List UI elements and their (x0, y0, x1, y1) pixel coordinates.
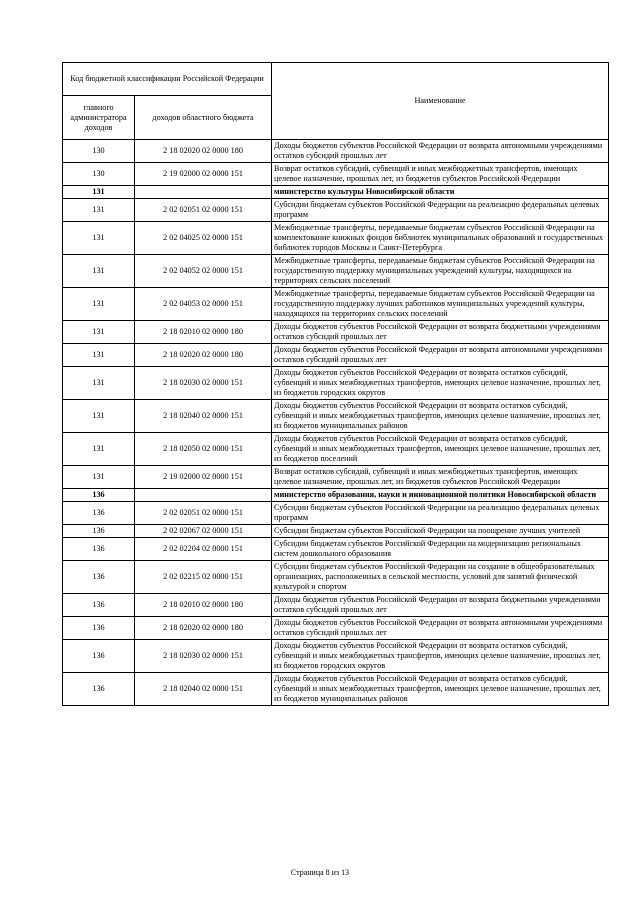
name-cell: Субсидии бюджетам субъектов Российской Федерации на создание в общеобразовательных организациях, расположенных в сельской местности, условий для занятий физической культурой и спортом (272, 561, 609, 594)
admin-code-cell: 131 (63, 344, 135, 367)
table-row (63, 288, 609, 321)
income-code-cell: 2 02 02067 02 0000 151 (135, 525, 272, 538)
name-cell: Межбюджетные трансферты, передаваемые бюджетам субъектов Российской Федерации на комплектование книжных фондов библиотек муниципальных образований и государственных библиотек городов Москвы и Санкт-Петербурга (272, 222, 609, 255)
name-cell: Субсидии бюджетам субъектов Российской Федерации на модернизацию региональных систем дошкольного образования (272, 538, 609, 561)
header-admin: главного администратора доходов (63, 96, 135, 140)
income-code-cell: 2 18 02030 02 0000 151 (135, 367, 272, 400)
table-row (63, 673, 609, 706)
name-cell: Возврат остатков субсидий, субвенций и иных межбюджетных трансфертов, имеющих целевое назначение, прошлых лет, из бюджетов субъектов Российской Федерации (272, 163, 609, 186)
income-code-cell: 2 02 02215 02 0000 151 (135, 561, 272, 594)
admin-code-cell: 131 (63, 222, 135, 255)
name-cell: Межбюджетные трансферты, передаваемые бюджетам субъектов Российской Федерации на государственную поддержку лучших работников муниципальных учреждений культуры, находящихся на территориях сельских поселений (272, 288, 609, 321)
table-row (63, 489, 609, 502)
name-cell: Доходы бюджетов субъектов Российской Федерации от возврата остатков субсидий, субвенций и иных межбюджетных трансфертов, имеющих целевое назначение, прошлых лет, из бюджетов поселений (272, 433, 609, 466)
admin-code-cell: 131 (63, 255, 135, 288)
name-cell: Субсидии бюджетам субъектов Российской Федерации на реализацию федеральных целевых программ (272, 502, 609, 525)
name-cell: Доходы бюджетов субъектов Российской Федерации от возврата бюджетными учреждениями остатков субсидий прошлых лет (272, 594, 609, 617)
table-row (63, 367, 609, 400)
admin-code-cell: 130 (63, 140, 135, 163)
table-body (63, 63, 609, 706)
admin-code-cell: 131 (63, 288, 135, 321)
income-code-cell: 2 18 02020 02 0000 180 (135, 617, 272, 640)
header-code-group: Код бюджетной классификации Российской Федерации (63, 63, 272, 96)
table-row (63, 140, 609, 163)
table-row (63, 186, 609, 199)
table-row (63, 433, 609, 466)
name-cell: Доходы бюджетов субъектов Российской Федерации от возврата остатков субсидий, субвенций и иных межбюджетных трансфертов, имеющих целевое назначение, прошлых лет, из бюджетов муниципальных районов (272, 673, 609, 706)
table-row (63, 561, 609, 594)
admin-code-cell: 131 (63, 321, 135, 344)
budget-classification-table (62, 62, 609, 706)
income-code-cell: 2 19 02000 02 0000 151 (135, 466, 272, 489)
income-code-cell: 2 18 02020 02 0000 180 (135, 344, 272, 367)
income-code-cell: 2 18 02050 02 0000 151 (135, 433, 272, 466)
table-row (63, 163, 609, 186)
income-code-cell: 2 02 02051 02 0000 151 (135, 502, 272, 525)
admin-code-cell: 136 (63, 489, 135, 502)
table-row (63, 538, 609, 561)
table-row (63, 525, 609, 538)
income-code-cell: 2 18 02040 02 0000 151 (135, 400, 272, 433)
income-code-cell: 2 18 02020 02 0000 180 (135, 140, 272, 163)
admin-code-cell: 136 (63, 502, 135, 525)
table-row (63, 199, 609, 222)
name-cell: Доходы бюджетов субъектов Российской Федерации от возврата автономными учреждениями остатков субсидий прошлых лет (272, 344, 609, 367)
admin-code-cell: 136 (63, 538, 135, 561)
admin-code-cell: 136 (63, 673, 135, 706)
table-row (63, 400, 609, 433)
admin-code-cell: 131 (63, 466, 135, 489)
page-footer: Страница 8 из 13 (290, 868, 350, 877)
table-row (63, 640, 609, 673)
name-cell: министерство культуры Новосибирской области (272, 186, 609, 199)
admin-code-cell: 136 (63, 617, 135, 640)
income-code-cell: 2 02 04025 02 0000 151 (135, 222, 272, 255)
name-cell: Межбюджетные трансферты, передаваемые бюджетам субъектов Российской Федерации на государственную поддержку муниципальных учреждений культуры, находящихся на территориях сельских поселений (272, 255, 609, 288)
admin-code-cell: 136 (63, 640, 135, 673)
name-cell: Доходы бюджетов субъектов Российской Федерации от возврата автономными учреждениями остатков субсидий прошлых лет (272, 617, 609, 640)
table-row (63, 502, 609, 525)
name-cell: Доходы бюджетов субъектов Российской Федерации от возврата остатков субсидий, субвенций и иных межбюджетных трансфертов, имеющих целевое назначение, прошлых лет, из бюджетов муниципальных районов (272, 400, 609, 433)
admin-code-cell: 136 (63, 561, 135, 594)
income-code-cell: 2 18 02040 02 0000 151 (135, 673, 272, 706)
header-name: Наименование (272, 63, 609, 140)
admin-code-cell: 131 (63, 199, 135, 222)
income-code-cell: 2 02 02051 02 0000 151 (135, 199, 272, 222)
admin-code-cell: 136 (63, 525, 135, 538)
admin-code-cell: 136 (63, 594, 135, 617)
income-code-cell: 2 02 04052 02 0000 151 (135, 255, 272, 288)
name-cell: министерство образования, науки и инновационной политики Новосибирской области (272, 489, 609, 502)
admin-code-cell: 131 (63, 367, 135, 400)
income-code-cell: 2 02 02204 02 0000 151 (135, 538, 272, 561)
name-cell: Доходы бюджетов субъектов Российской Федерации от возврата остатков субсидий, субвенций и иных межбюджетных трансфертов, имеющих целевое назначение, прошлых лет, из бюджетов городских округов (272, 640, 609, 673)
name-cell: Субсидии бюджетам субъектов Российской Федерации на поощрение лучших учителей (272, 525, 609, 538)
header-row-1 (63, 63, 609, 96)
name-cell: Доходы бюджетов субъектов Российской Федерации от возврата остатков субсидий, субвенций и иных межбюджетных трансфертов, имеющих целевое назначение, прошлых лет, из бюджетов городских округов (272, 367, 609, 400)
income-code-cell (135, 186, 272, 199)
name-cell: Возврат остатков субсидий, субвенций и иных межбюджетных трансфертов, имеющих целевое назначение, прошлых лет, из бюджетов субъектов Российской Федерации (272, 466, 609, 489)
table-row (63, 321, 609, 344)
admin-code-cell: 130 (63, 163, 135, 186)
name-cell: Субсидии бюджетам субъектов Российской Федерации на реализацию федеральных целевых программ (272, 199, 609, 222)
admin-code-cell: 131 (63, 400, 135, 433)
admin-code-cell: 131 (63, 433, 135, 466)
admin-code-cell: 131 (63, 186, 135, 199)
name-cell: Доходы бюджетов субъектов Российской Федерации от возврата автономными учреждениями остатков субсидий прошлых лет (272, 140, 609, 163)
income-code-cell: 2 19 02000 02 0000 151 (135, 163, 272, 186)
table-row (63, 466, 609, 489)
income-code-cell: 2 02 04053 02 0000 151 (135, 288, 272, 321)
income-code-cell: 2 18 02010 02 0000 180 (135, 594, 272, 617)
table-row (63, 255, 609, 288)
income-code-cell: 2 18 02030 02 0000 151 (135, 640, 272, 673)
table-row (63, 594, 609, 617)
income-code-cell: 2 18 02010 02 0000 180 (135, 321, 272, 344)
table-row (63, 222, 609, 255)
table-row (63, 344, 609, 367)
header-income: доходов областного бюджета (135, 96, 272, 140)
name-cell: Доходы бюджетов субъектов Российской Федерации от возврата бюджетными учреждениями остатков субсидий прошлых лет (272, 321, 609, 344)
income-code-cell (135, 489, 272, 502)
table-row (63, 617, 609, 640)
